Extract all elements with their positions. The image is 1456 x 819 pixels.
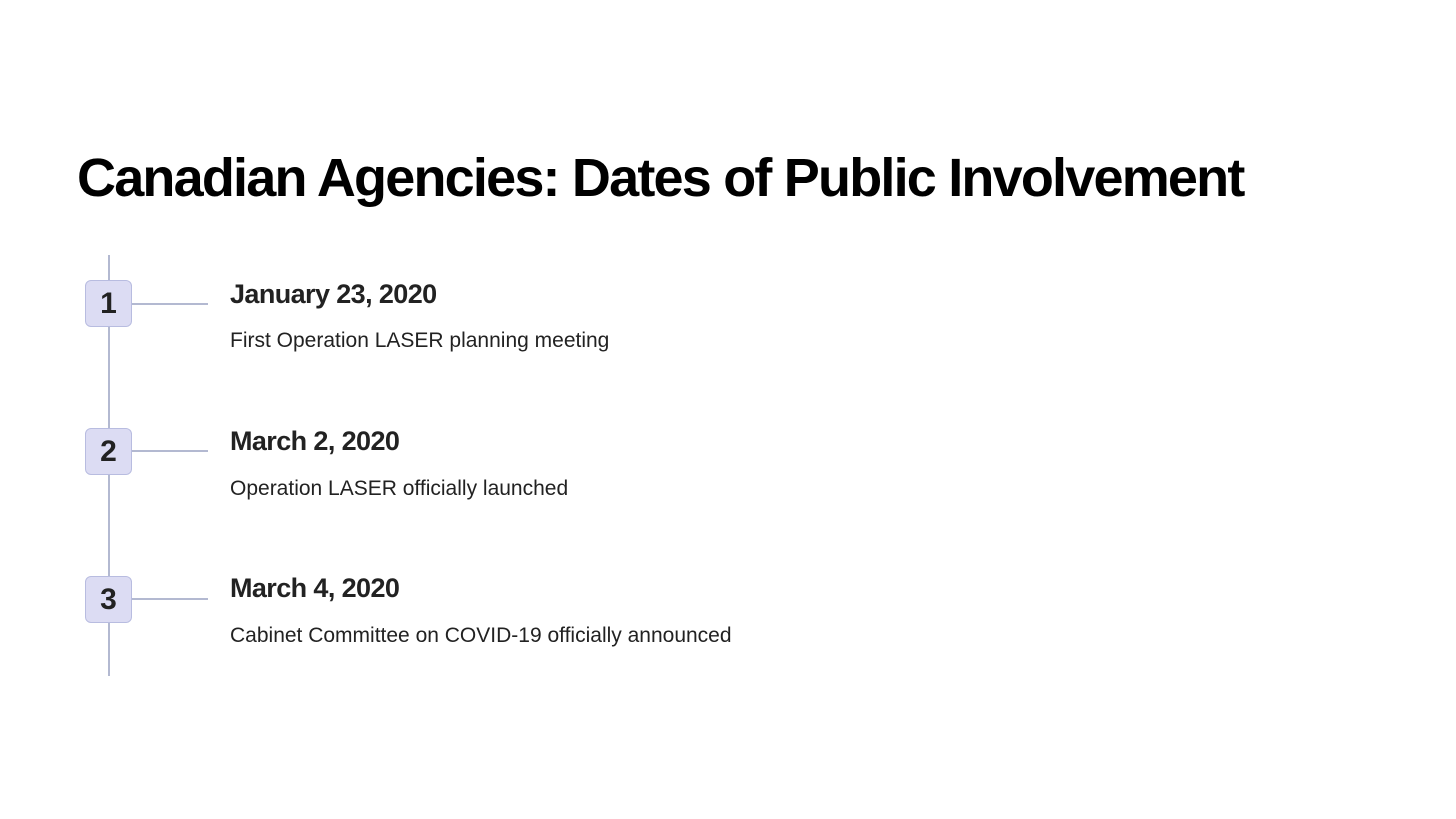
page-title: Canadian Agencies: Dates of Public Involvement [77,148,1244,208]
event-description-3: Cabinet Committee on COVID-19 officially announced [230,624,732,647]
timeline-node-1: 1 [85,280,132,327]
event-description-2: Operation LASER officially launched [230,477,569,500]
event-description-1: First Operation LASER planning meeting [230,329,610,352]
timeline-connector-1 [132,303,208,305]
timeline-connector-2 [132,450,208,452]
event-date-1: January 23, 2020 [230,279,437,309]
event-date-3: March 4, 2020 [230,573,400,603]
timeline-connector-3 [132,598,208,600]
timeline-node-3: 3 [85,576,132,623]
timeline-node-2: 2 [85,428,132,475]
event-date-2: March 2, 2020 [230,426,400,456]
